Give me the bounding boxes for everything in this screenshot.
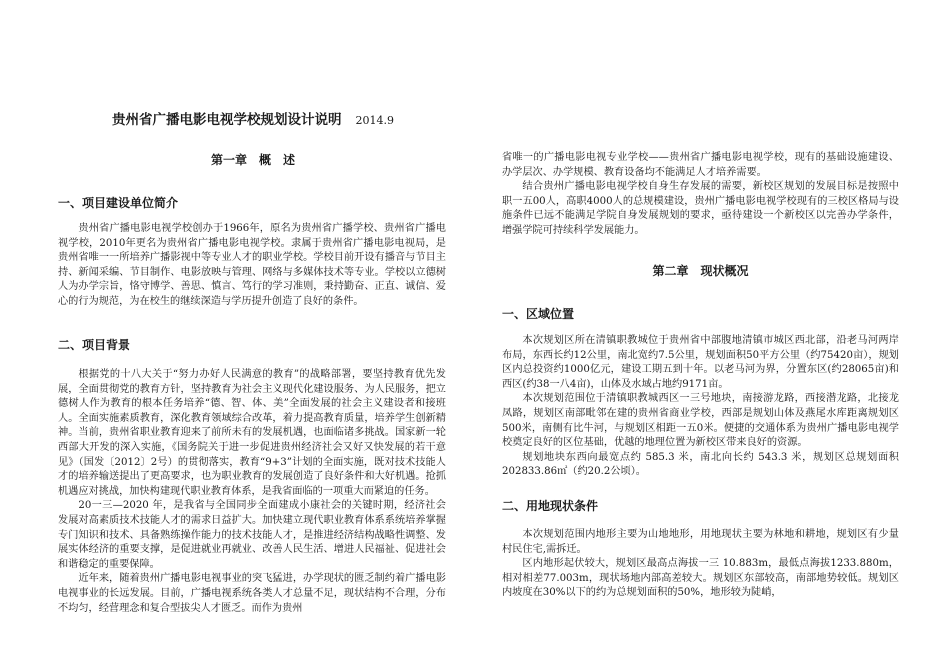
document-title-text: 贵州省广播电影电视学校规划设计说明	[112, 112, 342, 128]
paragraph-unit-intro	[58, 222, 446, 310]
document-title	[112, 108, 394, 128]
paragraph-text: 区内地形起伏较大，规划区最高点海拔一三 10.883m，最低点海拔1233.880m，相对相差77.003m，现状场地内部高差较大。规划区东部较高，南部地势较低。规划区内坡度在30%以下的约为总规划面积的50%，地形较为陡峭，	[502, 558, 899, 599]
paragraph-text: 本次规划范围位于清镇职教城西区一三号地块，南接游龙路，西接潜龙路，北接龙凤路，规划区南部毗邻在建的贵州省商业学校，西部是规划山体及燕尾水库距离规划区500米，南侧有比牛河，与规划区相距一五0米。便捷的交通体系为贵州广播电影电视学校奠定良好的区位基础，优越的地理位置为新校区带来良好的资源。	[502, 393, 899, 449]
paragraph-text: 近年来，随着贵州广播电影电视事业的突飞猛进，办学现状的匮乏制约着广播电影电视事业的长远发展。目前，广播电视系统各类人才总量不足，现状结构不合理，分布不均匀，经营理念和复合型拔尖人才匮乏。而作为贵州	[58, 573, 446, 614]
paragraph-text: 本次规划范围内地形主要为山地地形，用地现状主要为林地和耕地，规划区有少量村民住宅,需拆迁。	[502, 529, 899, 555]
paragraph-text: 省唯一的广播电影电视专业学校——贵州省广播电影电视学校，现有的基础设施建设、办学层次、办学规模、教育设备均不能满足人才培养需要。	[502, 152, 899, 178]
paragraph-location	[502, 334, 899, 480]
chapter-1-heading: 第一章 概 述	[210, 153, 295, 167]
section-heading-unit-intro: 一、项目建设单位简介	[58, 196, 179, 210]
paragraph-text: 根据党的十八大关于“努力办好人民满意的教育”的战略部署，要坚持教育优先发展，全面贯彻党的教育方针，坚持教育为社会主义现代化建设服务、为人民服务，把立德树人作为教育的根本任务培养“德、智、体、美”全面发展的社会主义建设者和接班人。全面实施素质教育，深化教育领域综合改革，着力提高教育质量，培养学生创新精神。当前，贵州省职业教育迎来了前所未有的发展机遇，也面临诸多挑战。国家新一轮西部大开发的深入实施，《国务院关于进一步促进贵州经济社会又好又快发展的若干意见》（国发〔2012〕2号）的贯彻落实，教育“9+3”计划的全面实施，既对技术技能人才的培养输送提出了更高要求，也为职业教育的发展创造了良好条件和大好机遇。抢抓机遇应对挑战，加快构建现代职业教育体系，是我省面临的一项重大而紧迫的任务。	[58, 369, 446, 497]
paragraph-land-use	[502, 528, 899, 601]
paragraph-continued	[502, 151, 899, 239]
paragraph-text: 贵州省广播电影电视学校创办于1966年，原名为贵州省广播学校、贵州省广播电视学校，2010年更名为贵州省广播电影电视学校。隶属于贵州省广播电影电视局，是贵州省唯一一所培养广播影视中等专业人才的职业学校。学校目前开设有播音与节目主持、新闻采编、节目制作、电影放映与管理、网络与多媒体技术等专业。学校以立德树人为办学宗旨，恪守博学、善思、慎言、笃行的学习准则，秉持勤奋、正直、诚信、爱心的行为规范，为在校生的继续深造与学历提升创造了良好的条件。	[58, 223, 446, 307]
section-heading-background: 二、项目背景	[58, 338, 131, 352]
document-date: 2014.9	[355, 114, 394, 127]
paragraph-text: 本次规划区所在清镇职教城位于贵州省中部腹地清镇市城区西北部，沿老马河两岸布局，东西长约12公里，南北宽约7.5公里，规划面积50平方公里（约75420亩），规划区内总投资约1000亿元，建设工期五到十年。以老马河为界，分置东区(约28065亩)和西区(约38一八4亩)，山体及水域占地约9171亩。	[502, 335, 899, 390]
paragraph-text: 结合贵州广播电影电视学校自身生存发展的需要，新校区规划的发展目标是按照中职一五00人，高职4000人的总规模建设，贵州广播电影电视学校现有的三校区格局与设施条件已远不能满足学院自身发展规划的要求，亟待建设一个新校区以完善办学条件，增强学院可持续科学发展能力。	[502, 181, 899, 236]
paragraph-text: 规划地块东西向最宽点约 585.3 米，南北向长约 543.3 米，规划区总规划面积202833.86㎡（约20.2公顷）。	[502, 451, 899, 478]
section-heading-location: 一、区域位置	[502, 307, 575, 321]
chapter-2-heading: 第二章 现状概况	[652, 264, 749, 278]
paragraph-text: 20一三—2020 年，是我省与全国同步全面建成小康社会的关键时期，经济社会发展对高素质技术技能人才的需求日益扩大。加快建立现代职业教育体系系统培养掌握专门知识和技术、具备熟练操作能力的技术技能人才，是推进经济结构战略性调整、发展实体经济的重要支撑，是促进就业再就业、改善人民生活、增进人民福祉、促进社会和谐稳定的重要保障。	[58, 500, 446, 570]
section-heading-land-use: 二、用地现状条件	[502, 499, 599, 513]
paragraph-background	[58, 368, 446, 616]
